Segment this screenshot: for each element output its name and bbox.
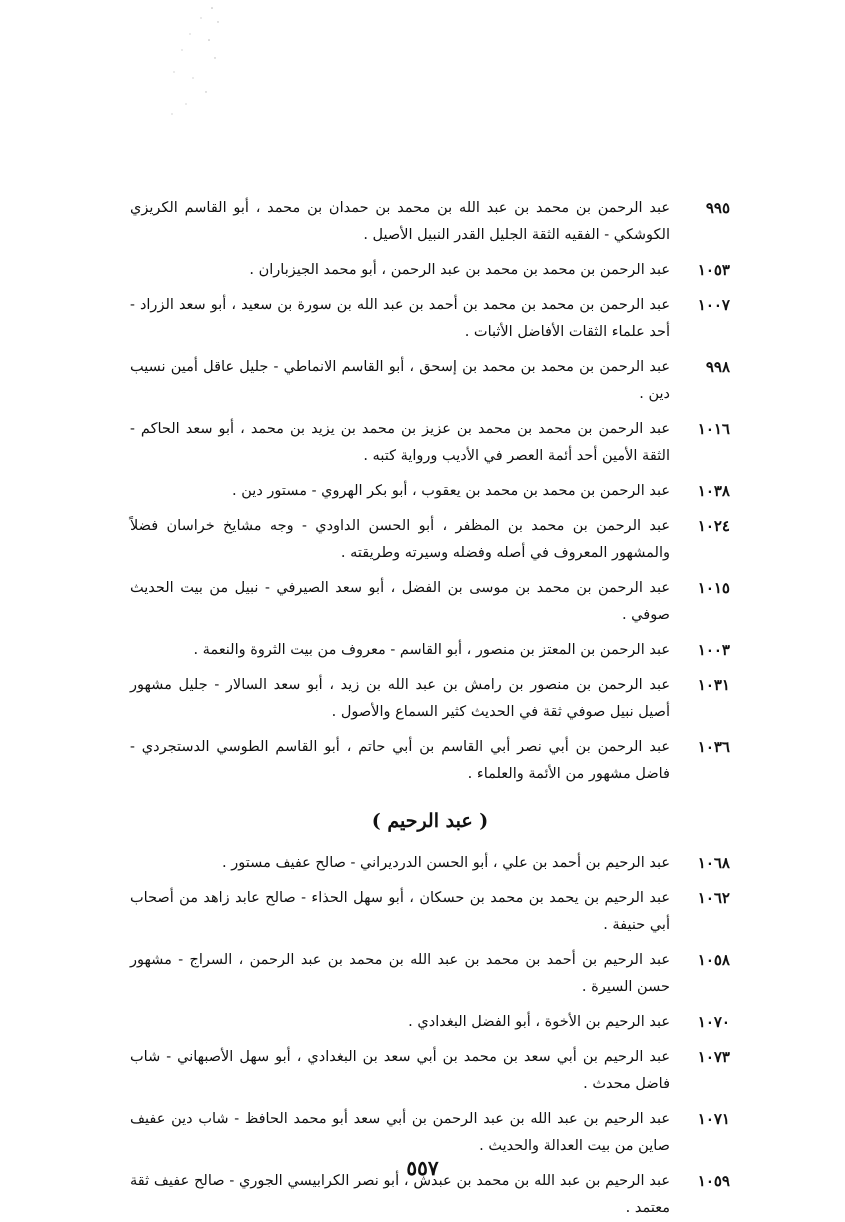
- entry-text: عبد الرحيم بن عبد الله بن عبد الرحمن بن أبي سعد أبو محمد الحافظ - شاب دين عفيف صاين من بيت العدالة والحديث .: [130, 1111, 670, 1154]
- entry-text: عبد الرحمن بن محمد بن موسى بن الفضل ، أبو سعد الصيرفي - نبيل من بيت الحديث صوفي .: [130, 580, 670, 623]
- entry-text: عبد الرحمن بن محمد بن محمد بن أحمد بن عبد الله بن سورة بن سعيد ، أبو سعد الزراد - أحد علماء الثقات الأفاضل الأثبات .: [130, 297, 670, 340]
- entry-text: عبد الرحيم بن الأخوة ، أبو الفضل البغدادي .: [408, 1014, 670, 1030]
- entry-number: ١٠٦٨: [697, 854, 730, 872]
- scan-noise: [160, 0, 240, 120]
- entry-1015: [130, 575, 730, 629]
- entry-995: [130, 195, 730, 249]
- entry-text: عبد الرحيم بن أحمد بن علي ، أبو الحسن الدرديراني - صالح عفيف مستور .: [222, 855, 670, 871]
- entry-text: عبد الرحمن بن منصور بن رامش بن عبد الله بن زيد ، أبو سعد السالار - جليل مشهور أصيل نبيل صوفي ثقة في الحديث كثير السماع والأصول .: [130, 677, 670, 720]
- entry-1071: [130, 1106, 730, 1160]
- entry-1038: [130, 478, 730, 505]
- entry-text: عبد الرحمن بن محمد بن عبد الله بن محمد بن حمدان بن محمد ، أبو القاسم الكريزي الكوشكي - الفقيه الثقة الجليل القدر النبيل الأصيل .: [130, 200, 670, 243]
- entry-text: عبد الرحيم بن أبي سعد بن محمد بن أبي سعد بن البغدادي ، أبو سهل الأصبهاني - شاب فاضل محدث .: [130, 1049, 670, 1092]
- entry-1024: [130, 513, 730, 567]
- entry-number: ١٠٠٧: [697, 296, 730, 314]
- entry-number: ١٠٣٦: [697, 738, 730, 756]
- entry-number: ١٠٣١: [697, 676, 730, 694]
- entry-number: ٩٩٥: [705, 199, 730, 217]
- entry-number: ١٠٧٠: [697, 1013, 730, 1031]
- section-heading: ( عبد الرحيم ): [371, 810, 489, 832]
- entry-number: ١٠٥٨: [697, 951, 730, 969]
- entry-text: عبد الرحمن بن محمد بن محمد بن يعقوب ، أبو بكر الهروي - مستور دين .: [232, 483, 670, 499]
- entry-1007: [130, 292, 730, 346]
- entry-text: عبد الرحمن بن محمد بن محمد بن عبد الرحمن ، أبو محمد الجيزباران .: [249, 262, 670, 278]
- entry-text: عبد الرحيم بن أحمد بن محمد بن عبد الله بن محمد بن عبد الرحمن ، السراج - مشهور حسن السيرة .: [130, 952, 670, 995]
- entry-text: عبد الرحمن بن محمد بن محمد بن عزيز بن محمد بن يزيد بن محمد ، أبو سعد الحاكم - الثقة الأمين أحد أئمة العصر في الأديب ورواية كتبه .: [130, 421, 670, 464]
- entry-1062: [130, 885, 730, 939]
- entry-text: عبد الرحمن بن أبي نصر أبي القاسم بن أبي حاتم ، أبو القاسم الطوسي الدستجردي - فاضل مشهور من الأئمة والعلماء .: [130, 739, 670, 782]
- entry-1053: [130, 257, 730, 284]
- entry-number: ١٠٣٨: [697, 482, 730, 500]
- entry-text: عبد الرحمن بن محمد بن المظفر ، أبو الحسن الداودي - وجه مشايخ خراسان فضلاً والمشهور المعروف في أصله وفضله وسيرته وطريقته .: [130, 518, 670, 561]
- entry-number: ١٠١٥: [697, 579, 730, 597]
- entry-1003: [130, 637, 730, 664]
- entries-column: [130, 195, 730, 1222]
- entry-number: ١٠٢٤: [697, 517, 730, 535]
- entry-number: ١٠٠٣: [697, 641, 730, 659]
- entry-text: عبد الرحيم بن عبد الله بن محمد بن عبدش ، أبو نصر الكرابيسي الجوري - صالح عفيف ثقة معتمد .: [130, 1173, 670, 1216]
- entry-number: ١٠٥٣: [697, 261, 730, 279]
- entry-1058: [130, 947, 730, 1001]
- entry-1036: [130, 734, 730, 788]
- entry-number: ١٠٧٣: [697, 1048, 730, 1066]
- entry-1068: [130, 850, 730, 877]
- entry-1070: [130, 1009, 730, 1036]
- entry-text: عبد الرحيم بن يحمد بن محمد بن حسكان ، أبو سهل الحذاء - صالح عابد زاهد من أصحاب أبي حنيفة .: [130, 890, 670, 933]
- entry-998: [130, 354, 730, 408]
- entry-number: ١٠٧١: [697, 1110, 730, 1128]
- entry-number: ١٠٥٩: [697, 1172, 730, 1190]
- entry-text: عبد الرحمن بن المعتز بن منصور ، أبو القاسم - معروف من بيت الثروة والنعمة .: [193, 642, 670, 658]
- entry-number: ١٠٦٢: [697, 889, 730, 907]
- page-number: ٥٥٧: [406, 1156, 439, 1180]
- entry-1016: [130, 416, 730, 470]
- entry-text: عبد الرحمن بن محمد بن محمد بن إسحق ، أبو القاسم الانماطي - جليل عاقل أمين نسيب دين .: [130, 359, 670, 402]
- entry-1073: [130, 1044, 730, 1098]
- entry-number: ٩٩٨: [705, 358, 730, 376]
- entry-number: ١٠١٦: [697, 420, 730, 438]
- entry-1031: [130, 672, 730, 726]
